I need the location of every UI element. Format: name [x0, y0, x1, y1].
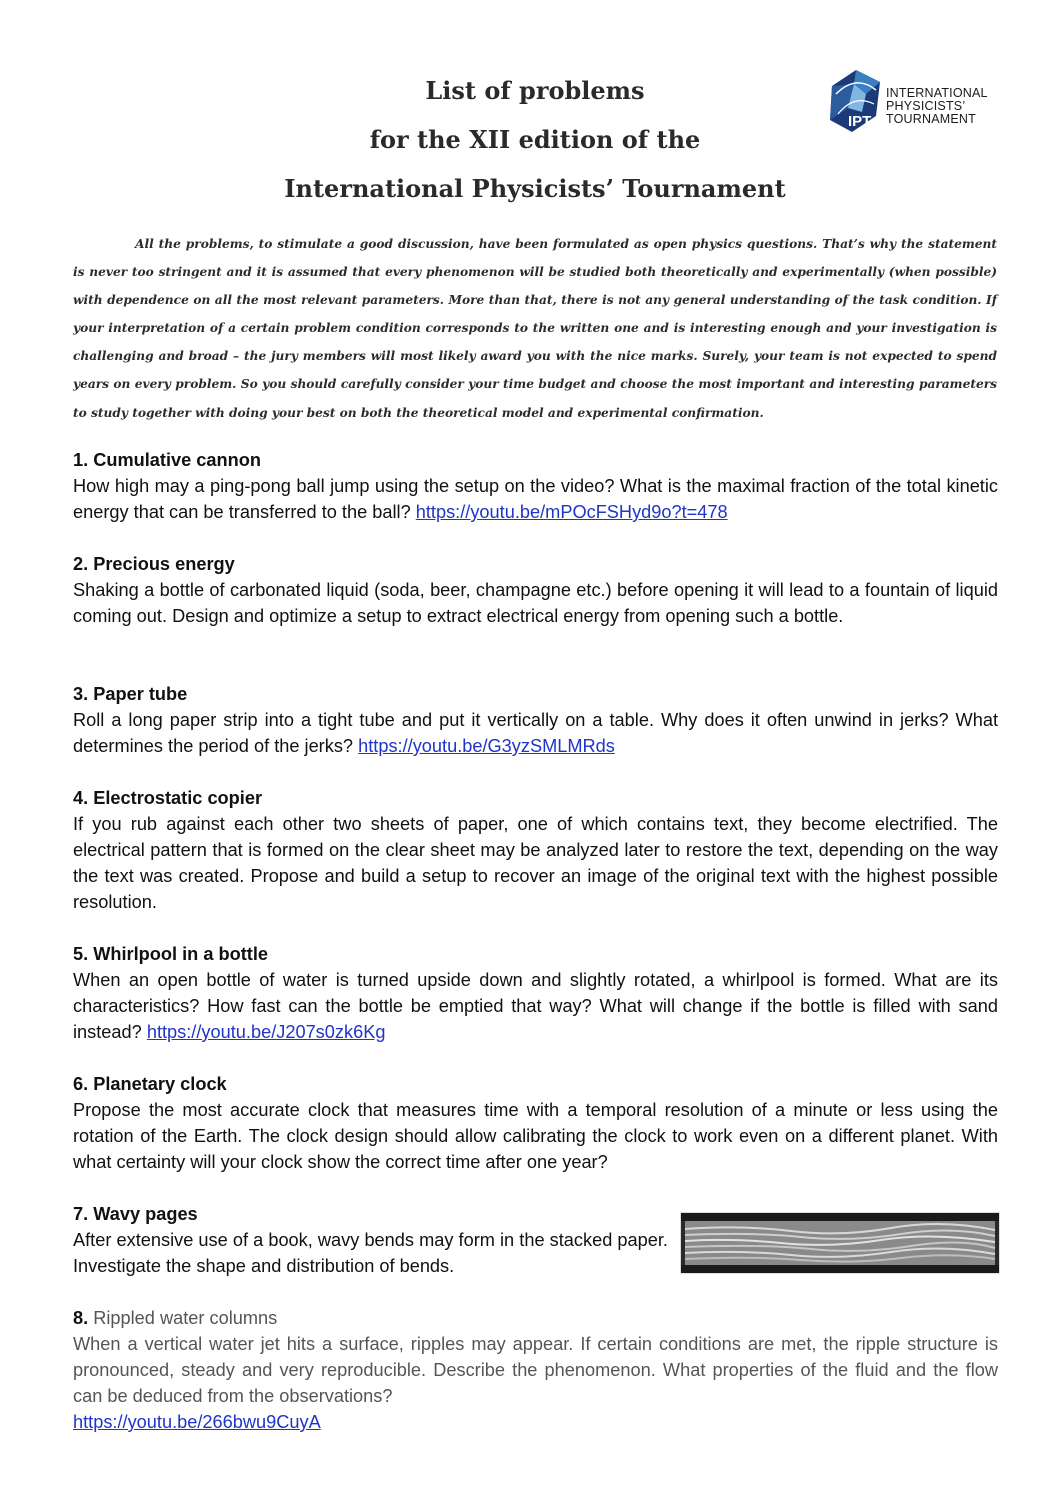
problem-text: Propose the most accurate clock that measures time with a temporal resolution of a minute or less using the rotation of the Earth. The clock design should allow calibrating the clock to work even on a different planet. With what certainty will your clock show the correct time after one year? — [73, 1100, 998, 1172]
title-line-1: List of problems — [425, 76, 645, 105]
problem-title: 5. Whirlpool in a bottle — [73, 944, 269, 964]
ipt-logo-icon — [826, 64, 884, 134]
ipt-logo — [826, 64, 1006, 134]
problem-description — [73, 707, 998, 759]
problem-text: How high may a ping-pong ball jump using the setup on the video? What is the maximal fraction of the total kinetic energy that can be transferred to the ball? — [73, 476, 998, 522]
wavy-pages-photo — [680, 1212, 1000, 1274]
problem-title: 7. Wavy pages — [73, 1204, 198, 1224]
title-line-3: International Physicists’ Tournament — [284, 174, 786, 203]
problem-8 — [73, 1305, 998, 1435]
problem-text: When an open bottle of water is turned upside down and slightly rotated, a whirlpool is formed. What are its characteristics? How fast can the bottle be emptied that way? What will change if the bottle is filled with sand instead? — [73, 970, 998, 1042]
logo-text-line-3: TOURNAMENT — [886, 112, 976, 126]
logo-text — [886, 87, 988, 126]
problem-title: 6. Planetary clock — [73, 1074, 227, 1094]
logo-text-line-1: INTERNATIONAL — [886, 86, 988, 100]
problem-title: 1. Cumulative cannon — [73, 450, 261, 470]
problem-title: Rippled water columns — [88, 1308, 278, 1328]
problem-text: After extensive use of a book, wavy bends may form in the stacked paper. Investigate the shape and distribution of bends. — [73, 1230, 668, 1276]
title-line-2: for the XII edition of the — [369, 125, 701, 154]
problem-2 — [73, 551, 998, 629]
logo-mark-text: IPT — [848, 113, 872, 130]
problem-description — [73, 967, 998, 1045]
video-link[interactable]: https://youtu.be/G3yzSMLMRds — [358, 736, 615, 756]
problem-6 — [73, 1071, 998, 1175]
problem-text: When a vertical water jet hits a surface, ripples may appear. If certain conditions are met, the ripple structure is pronounced, steady and very reproducible. Describe the phenomenon. What properties of the fluid and the flow can be deduced from the observations? — [73, 1334, 998, 1406]
problem-text: If you rub against each other two sheets of paper, one of which contains text, they become electrified. The electrical pattern that is formed on the clear sheet may be analyzed later to restore the text, depending on the way the text was created. Propose and build a setup to recover an image of the original text with the highest possible resolution. — [73, 814, 998, 912]
logo-text-line-2: PHYSICISTS’ — [886, 99, 966, 113]
book-edge-image — [681, 1213, 999, 1273]
problem-number: 8. — [73, 1308, 89, 1328]
page-title — [250, 66, 820, 213]
problem-text: Shaking a bottle of carbonated liquid (soda, beer, champagne etc.) before opening it will lead to a fountain of liquid coming out. Design and optimize a setup to extract electrical energy from opening such a bottle. — [73, 580, 998, 626]
video-link[interactable]: https://youtu.be/J207s0zk6Kg — [146, 1022, 386, 1042]
problem-heading — [73, 1305, 998, 1331]
problem-title: 4. Electrostatic copier — [73, 788, 263, 808]
problem-1 — [73, 447, 998, 525]
problem-4 — [73, 785, 998, 915]
problem-3 — [73, 681, 998, 759]
problem-description — [73, 473, 998, 525]
problem-title: 2. Precious energy — [73, 554, 235, 574]
video-link[interactable]: https://youtu.be/266bwu9CuyA — [73, 1412, 321, 1432]
problem-text: Roll a long paper strip into a tight tube and put it vertically on a table. Why does it often unwind in jerks? What determines the period of the jerks? — [73, 710, 998, 756]
problem-5 — [73, 941, 998, 1045]
video-link[interactable]: https://youtu.be/mPOcFSHyd9o?t=478 — [415, 502, 728, 522]
problem-7 — [73, 1201, 668, 1279]
intro-paragraph: All the problems, to stimulate a good discussion, have been formulated as open physics questions. That’s why the statement is never too stringent and it is assumed that every phenomenon will be studied both theoretically and experimentally (when possible) with dependence on all the most relevant parameters. More than that, there is not any general understanding of the task condition. If your interpretation of a certain problem condition corresponds to the written one and is interesting enough and your investigation is challenging and broad – the jury members will most likely award you with the nice marks. Surely, your team is not expected to spend years on every problem. So you should carefully consider your time budget and choose the most important and interesting parameters to study together with doing your best on both the theoretical model and experimental confirmation. — [73, 237, 997, 420]
problem-title: 3. Paper tube — [73, 684, 188, 704]
